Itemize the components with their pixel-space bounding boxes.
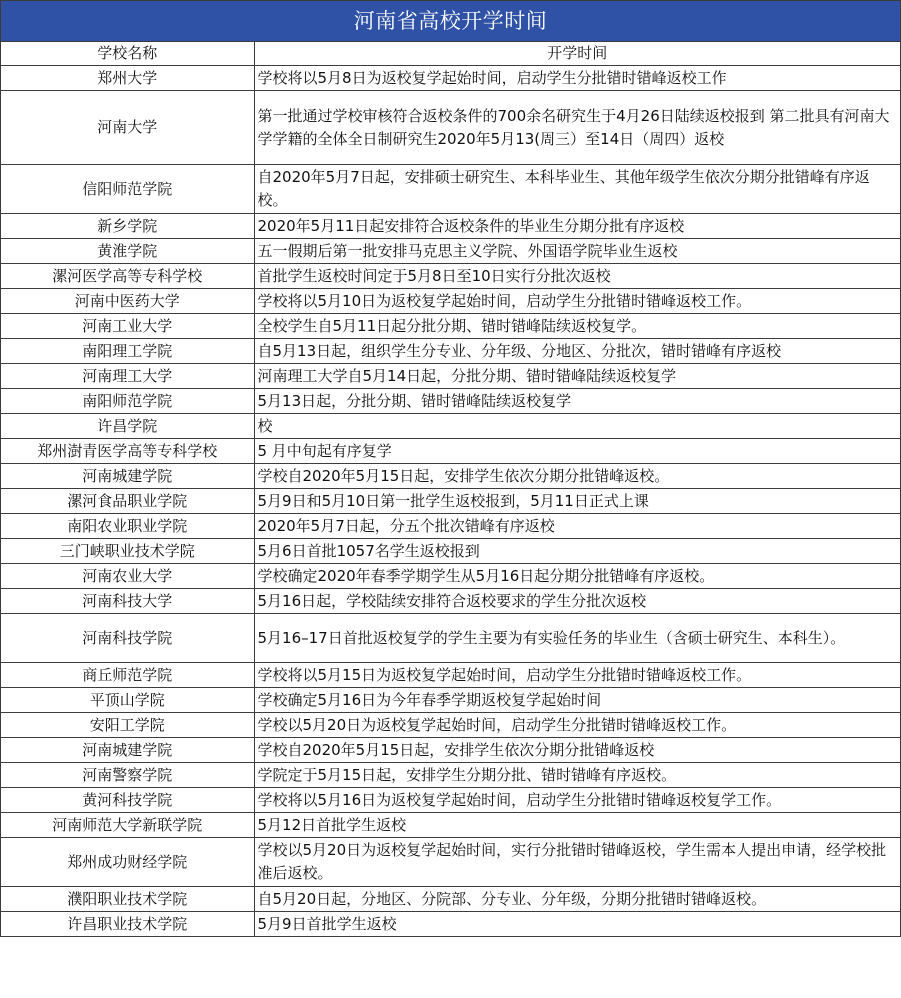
opening-time: 学校确定2020年春季学期学生从5月16日起分期分批错峰有序返校。	[254, 564, 900, 589]
school-name: 河南工业大学	[1, 314, 254, 339]
opening-time: 河南理工大学自5月14日起，分批分期、错时错峰陆续返校复学	[254, 364, 900, 389]
opening-time: 全校学生自5月11日起分批分期、错时错峰陆续返校复学。	[254, 314, 900, 339]
opening-time: 学校将以5月8日为返校复学起始时间，启动学生分批错时错峰返校工作	[254, 66, 900, 91]
opening-time: 自5月20日起，分地区、分院部、分专业、分年级，分期分批错时错峰返校。	[254, 887, 900, 912]
table-row	[1, 838, 900, 887]
table-row	[1, 339, 900, 364]
school-name: 河南农业大学	[1, 564, 254, 589]
school-name: 南阳理工学院	[1, 339, 254, 364]
school-name: 许昌职业技术学院	[1, 912, 254, 937]
school-name: 南阳农业职业学院	[1, 514, 254, 539]
table-row	[1, 314, 900, 339]
table-row	[1, 514, 900, 539]
opening-time: 学校以5月20日为返校复学起始时间，启动学生分批错时错峰返校工作。	[254, 713, 900, 738]
opening-time: 2020年5月11日起安排符合返校条件的毕业生分期分批有序返校	[254, 214, 900, 239]
opening-time: 自2020年5月7日起，安排硕士研究生、本科毕业生、其他年级学生依次分期分批错峰有序返校。	[254, 165, 900, 214]
table-row	[1, 66, 900, 91]
opening-time: 学校将以5月16日为返校复学起始时间，启动学生分批错时错峰返校复学工作。	[254, 788, 900, 813]
school-name: 郑州大学	[1, 66, 254, 91]
opening-time: 5月9日首批学生返校	[254, 912, 900, 937]
opening-time: 5月12日首批学生返校	[254, 813, 900, 838]
school-name: 平顶山学院	[1, 688, 254, 713]
school-name: 河南科技大学	[1, 589, 254, 614]
table-row	[1, 564, 900, 589]
table-row	[1, 264, 900, 289]
table-row	[1, 439, 900, 464]
opening-time: 学校确定5月16日为今年春季学期返校复学起始时间	[254, 688, 900, 713]
school-name: 南阳师范学院	[1, 389, 254, 414]
school-name: 安阳工学院	[1, 713, 254, 738]
table-row	[1, 389, 900, 414]
opening-time: 学校将以5月10日为返校复学起始时间，启动学生分批错时错峰返校工作。	[254, 289, 900, 314]
school-name: 河南城建学院	[1, 464, 254, 489]
table-row	[1, 912, 900, 937]
table-row	[1, 165, 900, 214]
opening-time: 学校以5月20日为返校复学起始时间，实行分批错时错峰返校，学生需本人提出申请，经学校批准后返校。	[254, 838, 900, 887]
table-row	[1, 713, 900, 738]
opening-time: 学校自2020年5月15日起，安排学生依次分期分批错峰返校。	[254, 464, 900, 489]
opening-time: 校	[254, 414, 900, 439]
school-name: 河南中医药大学	[1, 289, 254, 314]
opening-time: 5月9日和5月10日第一批学生返校报到，5月11日正式上课	[254, 489, 900, 514]
column-header-school: 学校名称	[1, 42, 254, 66]
schedule-table	[1, 42, 900, 936]
school-name: 濮阳职业技术学院	[1, 887, 254, 912]
table-row	[1, 539, 900, 564]
table-row	[1, 813, 900, 838]
school-name: 许昌学院	[1, 414, 254, 439]
table-row	[1, 214, 900, 239]
table-row	[1, 364, 900, 389]
opening-time: 第一批通过学校审核符合返校条件的700余名研究生于4月26日陆续返校报到 第二批具有河南大学学籍的全体全日制研究生2020年5月13(周三）至14日（周四）返校	[254, 91, 900, 165]
table-row	[1, 788, 900, 813]
school-name: 河南师范大学新联学院	[1, 813, 254, 838]
school-name: 商丘师范学院	[1, 663, 254, 688]
table-row	[1, 614, 900, 663]
opening-time: 学院定于5月15日起，安排学生分期分批、错时错峰有序返校。	[254, 763, 900, 788]
opening-time: 自5月13日起，组织学生分专业、分年级、分地区、分批次，错时错峰有序返校	[254, 339, 900, 364]
column-header-time: 开学时间	[254, 42, 900, 66]
table-row	[1, 414, 900, 439]
opening-time: 5月16日起，学校陆续安排符合返校要求的学生分批次返校	[254, 589, 900, 614]
table-row	[1, 91, 900, 165]
opening-time: 首批学生返校时间定于5月8日至10日实行分批次返校	[254, 264, 900, 289]
school-name: 新乡学院	[1, 214, 254, 239]
header-row	[1, 42, 900, 66]
table-row	[1, 589, 900, 614]
opening-time: 5月16–17日首批返校复学的学生主要为有实验任务的毕业生（含硕士研究生、本科生）。	[254, 614, 900, 663]
opening-time: 5月13日起，分批分期、错时错峰陆续返校复学	[254, 389, 900, 414]
opening-time: 2020年5月7日起，分五个批次错峰有序返校	[254, 514, 900, 539]
table-row	[1, 464, 900, 489]
school-name: 信阳师范学院	[1, 165, 254, 214]
table-row	[1, 738, 900, 763]
school-name: 黄淮学院	[1, 239, 254, 264]
opening-time: 学校将以5月15日为返校复学起始时间，启动学生分批错时错峰返校工作。	[254, 663, 900, 688]
opening-time: 五一假期后第一批安排马克思主义学院、外国语学院毕业生返校	[254, 239, 900, 264]
table-row	[1, 763, 900, 788]
school-name: 三门峡职业技术学院	[1, 539, 254, 564]
school-name: 郑州成功财经学院	[1, 838, 254, 887]
table-title: 河南省高校开学时间	[1, 1, 900, 42]
opening-time: 5 月中旬起有序复学	[254, 439, 900, 464]
table-row	[1, 887, 900, 912]
table-row	[1, 239, 900, 264]
school-name: 郑州澍青医学高等专科学校	[1, 439, 254, 464]
school-name: 河南大学	[1, 91, 254, 165]
school-name: 河南城建学院	[1, 738, 254, 763]
school-name: 河南理工大学	[1, 364, 254, 389]
school-name: 河南警察学院	[1, 763, 254, 788]
table-row	[1, 489, 900, 514]
opening-time: 学校自2020年5月15日起，安排学生依次分期分批错峰返校	[254, 738, 900, 763]
school-name: 黄河科技学院	[1, 788, 254, 813]
table-row	[1, 289, 900, 314]
school-name: 河南科技学院	[1, 614, 254, 663]
school-name: 漯河医学高等专科学校	[1, 264, 254, 289]
table-row	[1, 688, 900, 713]
school-name: 漯河食品职业学院	[1, 489, 254, 514]
opening-time: 5月6日首批1057名学生返校报到	[254, 539, 900, 564]
table-row	[1, 663, 900, 688]
